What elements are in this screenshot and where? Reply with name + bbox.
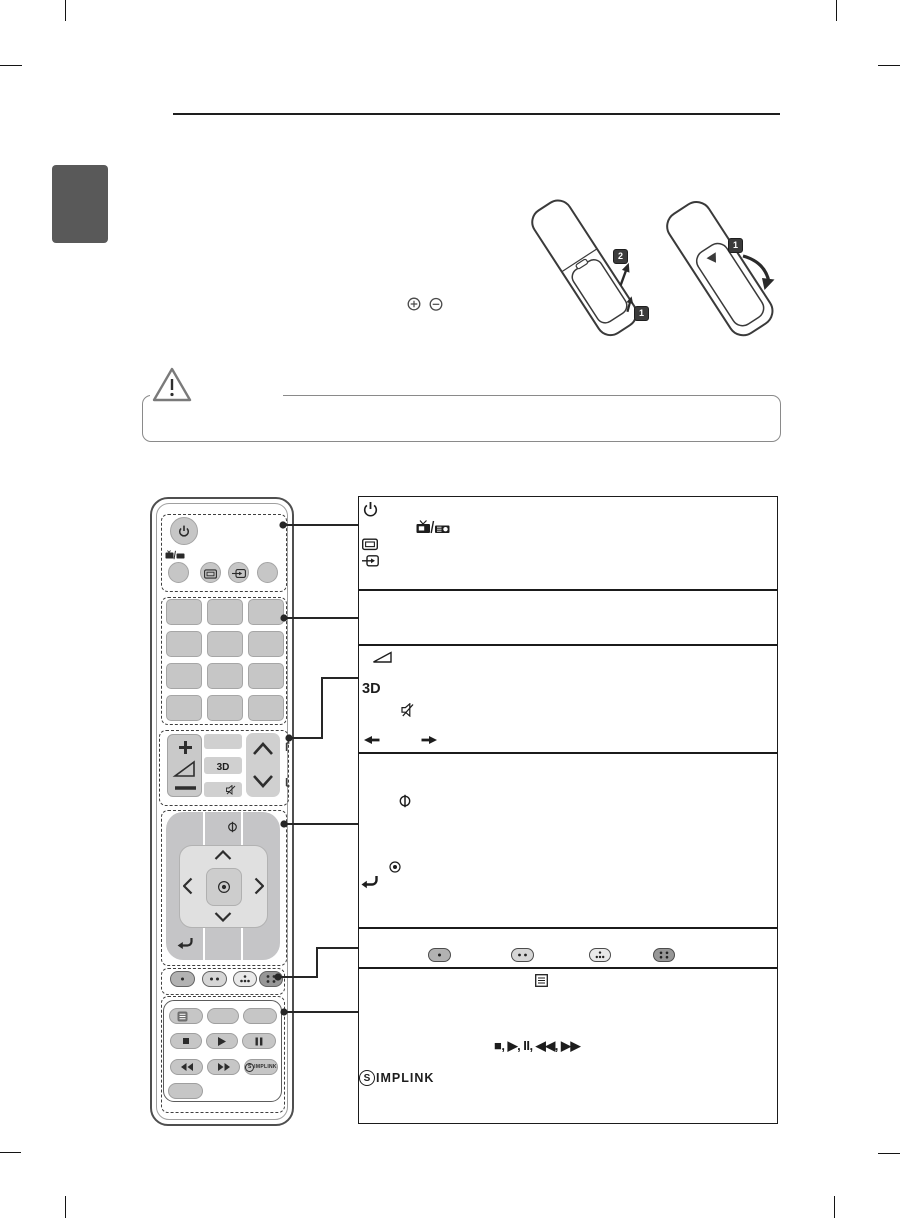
- crop-mark: [0, 1152, 21, 1154]
- color-key-green: [202, 971, 227, 987]
- nav-up-chevron: [214, 850, 232, 860]
- fav-button: [204, 734, 242, 749]
- minus-circle-icon: [430, 299, 442, 311]
- simplink-logo: [359, 1070, 434, 1086]
- tv-radio-icon: [416, 520, 450, 534]
- header-rule: [173, 113, 780, 115]
- nav-pad-divider: [203, 812, 205, 845]
- ok-wheel-mini-icon: [217, 880, 231, 894]
- simplink-wordmark: IMPLINK: [376, 1071, 435, 1085]
- play-icon: [218, 1037, 226, 1046]
- play-button: [206, 1033, 238, 1049]
- color-key-yellow: [233, 971, 257, 987]
- simplink-button-logo: S IMPLINK: [245, 1063, 277, 1072]
- nav-pad-divider: [241, 812, 243, 845]
- volume-slope-icon: [372, 651, 393, 664]
- pause-icon: [255, 1037, 263, 1046]
- number-key: [166, 631, 202, 657]
- channel-down-chevron: [254, 776, 272, 786]
- nav-pad-divider: [241, 927, 243, 960]
- crop-mark: [65, 0, 67, 21]
- crop-mark: [878, 65, 900, 67]
- color-key-green-icon: [511, 948, 534, 962]
- table-row-divider: [359, 752, 777, 754]
- color-key-red: [170, 971, 195, 987]
- mute-icon: [401, 703, 414, 717]
- color-key-red-icon: [428, 948, 451, 962]
- input-icon: [362, 555, 379, 567]
- number-key: [207, 695, 243, 721]
- rewind-icon: [181, 1063, 193, 1071]
- energy-saving-button: [257, 562, 278, 583]
- table-row-divider: [359, 967, 777, 969]
- volume-rocker: [167, 734, 202, 797]
- crop-mark: [836, 0, 838, 21]
- number-key: [166, 599, 202, 625]
- step-badge: 1: [634, 306, 649, 321]
- channel-up-chevron: [254, 744, 272, 754]
- plus-circle-icon: [408, 298, 420, 310]
- rewind-button: [170, 1059, 203, 1075]
- number-key: [248, 663, 284, 689]
- nav-pad-divider: [203, 927, 205, 960]
- table-row-divider: [359, 589, 777, 591]
- description-table: [358, 496, 778, 1124]
- power-icon: [178, 525, 190, 538]
- tv-rad-button: [168, 562, 189, 583]
- number-key: [207, 631, 243, 657]
- channel-rocker: [246, 733, 280, 797]
- topt-button: [207, 1008, 239, 1024]
- nav-down-chevron: [214, 912, 232, 922]
- ratio-icon: [204, 569, 217, 579]
- fast-forward-button: [207, 1059, 240, 1075]
- number-key: [207, 663, 243, 689]
- color-key-blue: [259, 971, 283, 987]
- color-key-yellow-icon: [589, 948, 611, 962]
- number-key: [248, 695, 284, 721]
- stop-icon: [183, 1038, 189, 1044]
- color-key-blue-icon: [653, 948, 675, 962]
- ratio-button: [200, 562, 221, 583]
- back-icon: [361, 874, 379, 890]
- number-key: [248, 599, 284, 625]
- back-mini-icon: [177, 936, 194, 951]
- table-row-divider: [359, 927, 777, 929]
- mute-button: [204, 782, 242, 797]
- info-circle-mini-icon: [227, 821, 238, 833]
- step-badge: 1: [728, 238, 743, 253]
- figure-close-cover: [661, 198, 778, 341]
- input-button: [228, 562, 249, 583]
- power-button: [170, 517, 198, 545]
- crop-mark: [878, 1153, 900, 1155]
- subtitle-button: [243, 1008, 277, 1024]
- skip-left-icon: [363, 735, 380, 745]
- mute-mini-icon: [226, 785, 236, 795]
- caution-box: [142, 395, 781, 442]
- three-d-button-label: 3D: [216, 762, 230, 773]
- stop-button: [170, 1033, 202, 1049]
- three-d-button: [204, 757, 242, 774]
- list-mini-icon: [177, 1011, 188, 1022]
- three-d-table-label: 3D: [362, 681, 381, 697]
- input-icon: [232, 569, 246, 578]
- media-glyph-sequence: ■, ▶, II, ◀◀, ▶▶: [494, 1038, 580, 1053]
- nav-right-chevron: [254, 877, 264, 895]
- step-badge: 2: [613, 249, 628, 264]
- battery-polarity-icons: [402, 292, 452, 314]
- number-key: [166, 663, 202, 689]
- text-button: [169, 1008, 203, 1024]
- simplink-button: [244, 1059, 278, 1075]
- chapter-side-tab: [52, 165, 108, 243]
- crop-mark: [0, 65, 22, 67]
- number-key: [248, 631, 284, 657]
- tv-radio-mini-icon: [165, 550, 185, 560]
- ok-wheel-icon: [389, 861, 401, 873]
- power-icon: [363, 501, 378, 517]
- ratio-icon: [362, 538, 378, 551]
- skip-right-icon: [421, 735, 438, 745]
- ad-button: [168, 1083, 203, 1099]
- plus-glyph: [179, 741, 192, 754]
- crop-mark: [65, 1196, 67, 1218]
- crop-mark: [834, 1196, 836, 1218]
- ok-button: [206, 868, 242, 906]
- simplink-s-circle: S: [359, 1070, 375, 1086]
- pause-button: [242, 1033, 276, 1049]
- number-key: [166, 695, 202, 721]
- volume-slope-glyph: [175, 762, 194, 776]
- fast-forward-icon: [218, 1063, 230, 1071]
- info-circle-icon: [399, 794, 411, 808]
- table-row-divider: [359, 644, 777, 646]
- warning-triangle-icon: [151, 366, 193, 404]
- nav-left-chevron: [183, 877, 193, 895]
- number-key: [207, 599, 243, 625]
- list-box-icon: [535, 974, 548, 987]
- battery-install-figures: [515, 198, 800, 343]
